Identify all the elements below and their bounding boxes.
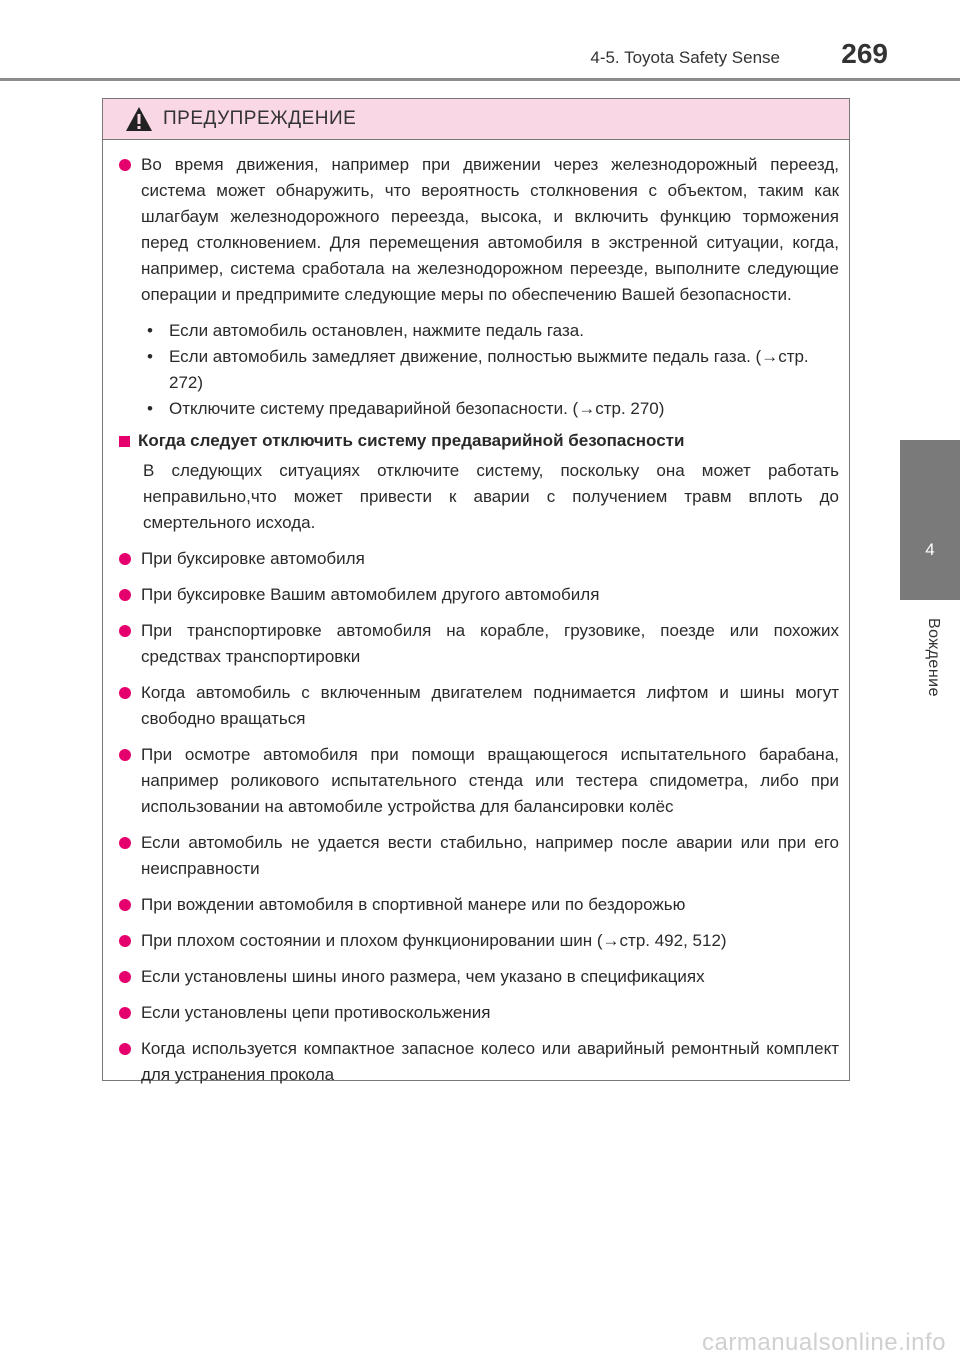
list-item bbox=[119, 152, 839, 308]
chapter-tab bbox=[900, 440, 960, 600]
sub-list bbox=[147, 318, 839, 422]
intro-text: Во время движения, например при движении через железнодорожный переезд, система может обнаружить, что вероятность столкновения с объектом, таким как шлагбаум железнодорожного переезда, высока, и включить функцию торможения перед столкновением. Для перемещения автомобиля в экстренной ситуации, когда, например, система сработала на железнодорожном переезде, выполните следующие операции и предпримите следующие меры по обеспечению Вашей безопасности. bbox=[141, 155, 839, 304]
list-item: Если установлены шины иного размера, чем указано в спецификациях bbox=[119, 964, 839, 990]
list-item: При буксировке автомобиля bbox=[119, 546, 839, 572]
list-item: Когда автомобиль с включенным двигателем поднимается лифтом и шины могут свободно вращаться bbox=[119, 680, 839, 732]
bullet-dot-icon bbox=[119, 971, 131, 983]
warning-triangle-icon bbox=[125, 106, 153, 132]
bullet-icon: • bbox=[147, 347, 153, 366]
warning-box bbox=[102, 98, 850, 1084]
list-item: При транспортировке автомобиля на корабле, грузовике, поезде или похожих средствах транспортировки bbox=[119, 618, 839, 670]
list-item: При плохом состоянии и плохом функционировании шин (→стр. 492, 512) bbox=[119, 928, 839, 954]
warning-title: ПРЕДУПРЕЖДЕНИЕ bbox=[163, 108, 357, 129]
list-item: Если установлены цепи противоскольжения bbox=[119, 1000, 839, 1026]
list-item: При осмотре автомобиля при помощи вращающегося испытательного барабана, например роликового испытательного стенда или тестера спидометра, либо при использовании на автомобиле устройства для балансировки колёс bbox=[119, 742, 839, 820]
bullet-dot-icon bbox=[119, 1007, 131, 1019]
list-item: При вождении автомобиля в спортивной манере или по бездорожью bbox=[119, 892, 839, 918]
sub-list-item: • Отключите систему предаварийной безопасности. (→стр. 270) bbox=[147, 396, 839, 422]
section-title: 4-5. Toyota Safety Sense bbox=[590, 48, 780, 67]
bullet-dot-icon bbox=[119, 749, 131, 761]
bullet-dot-icon bbox=[119, 625, 131, 637]
bullet-dot-icon bbox=[119, 1043, 131, 1055]
bullet-dot-icon bbox=[119, 159, 131, 171]
bullet-dot-icon bbox=[119, 837, 131, 849]
header-divider bbox=[0, 78, 960, 81]
bullet-dot-icon bbox=[119, 553, 131, 565]
list-item: При буксировке Вашим автомобилем другого автомобиля bbox=[119, 582, 839, 608]
bullet-icon: • bbox=[147, 321, 153, 340]
bullet-dot-icon bbox=[119, 899, 131, 911]
section-intro: В следующих ситуациях отключите систему, поскольку она может работать неправильно,что может привести к аварии с получением травм вплоть до смертельного исхода. bbox=[143, 461, 839, 532]
section-heading: Когда следует отключить систему предаварийной безопасности bbox=[119, 428, 839, 454]
list-item: Если автомобиль не удается вести стабильно, например после аварии или при его неисправности bbox=[119, 830, 839, 882]
bullet-icon: • bbox=[147, 399, 153, 418]
bullet-dot-icon bbox=[119, 589, 131, 601]
bullet-dot-icon bbox=[119, 935, 131, 947]
warning-content bbox=[103, 140, 849, 1088]
page-number: 269 bbox=[841, 38, 888, 69]
chapter-number: 4 bbox=[925, 540, 935, 559]
sub-list-item: • Если автомобиль остановлен, нажмите педаль газа. bbox=[147, 318, 839, 344]
watermark: carmanualsonline.info bbox=[702, 1329, 946, 1356]
list-item: Когда используется компактное запасное колесо или аварийный ремонтный комплект для устранения прокола bbox=[119, 1036, 839, 1088]
warning-header bbox=[103, 99, 849, 140]
bullet-dot-icon bbox=[119, 687, 131, 699]
sub-list-item: • Если автомобиль замедляет движение, полностью выжмите педаль газа. (→стр. 272) bbox=[147, 344, 839, 396]
chapter-label: Вождение bbox=[925, 618, 942, 697]
square-bullet-icon bbox=[119, 436, 130, 447]
